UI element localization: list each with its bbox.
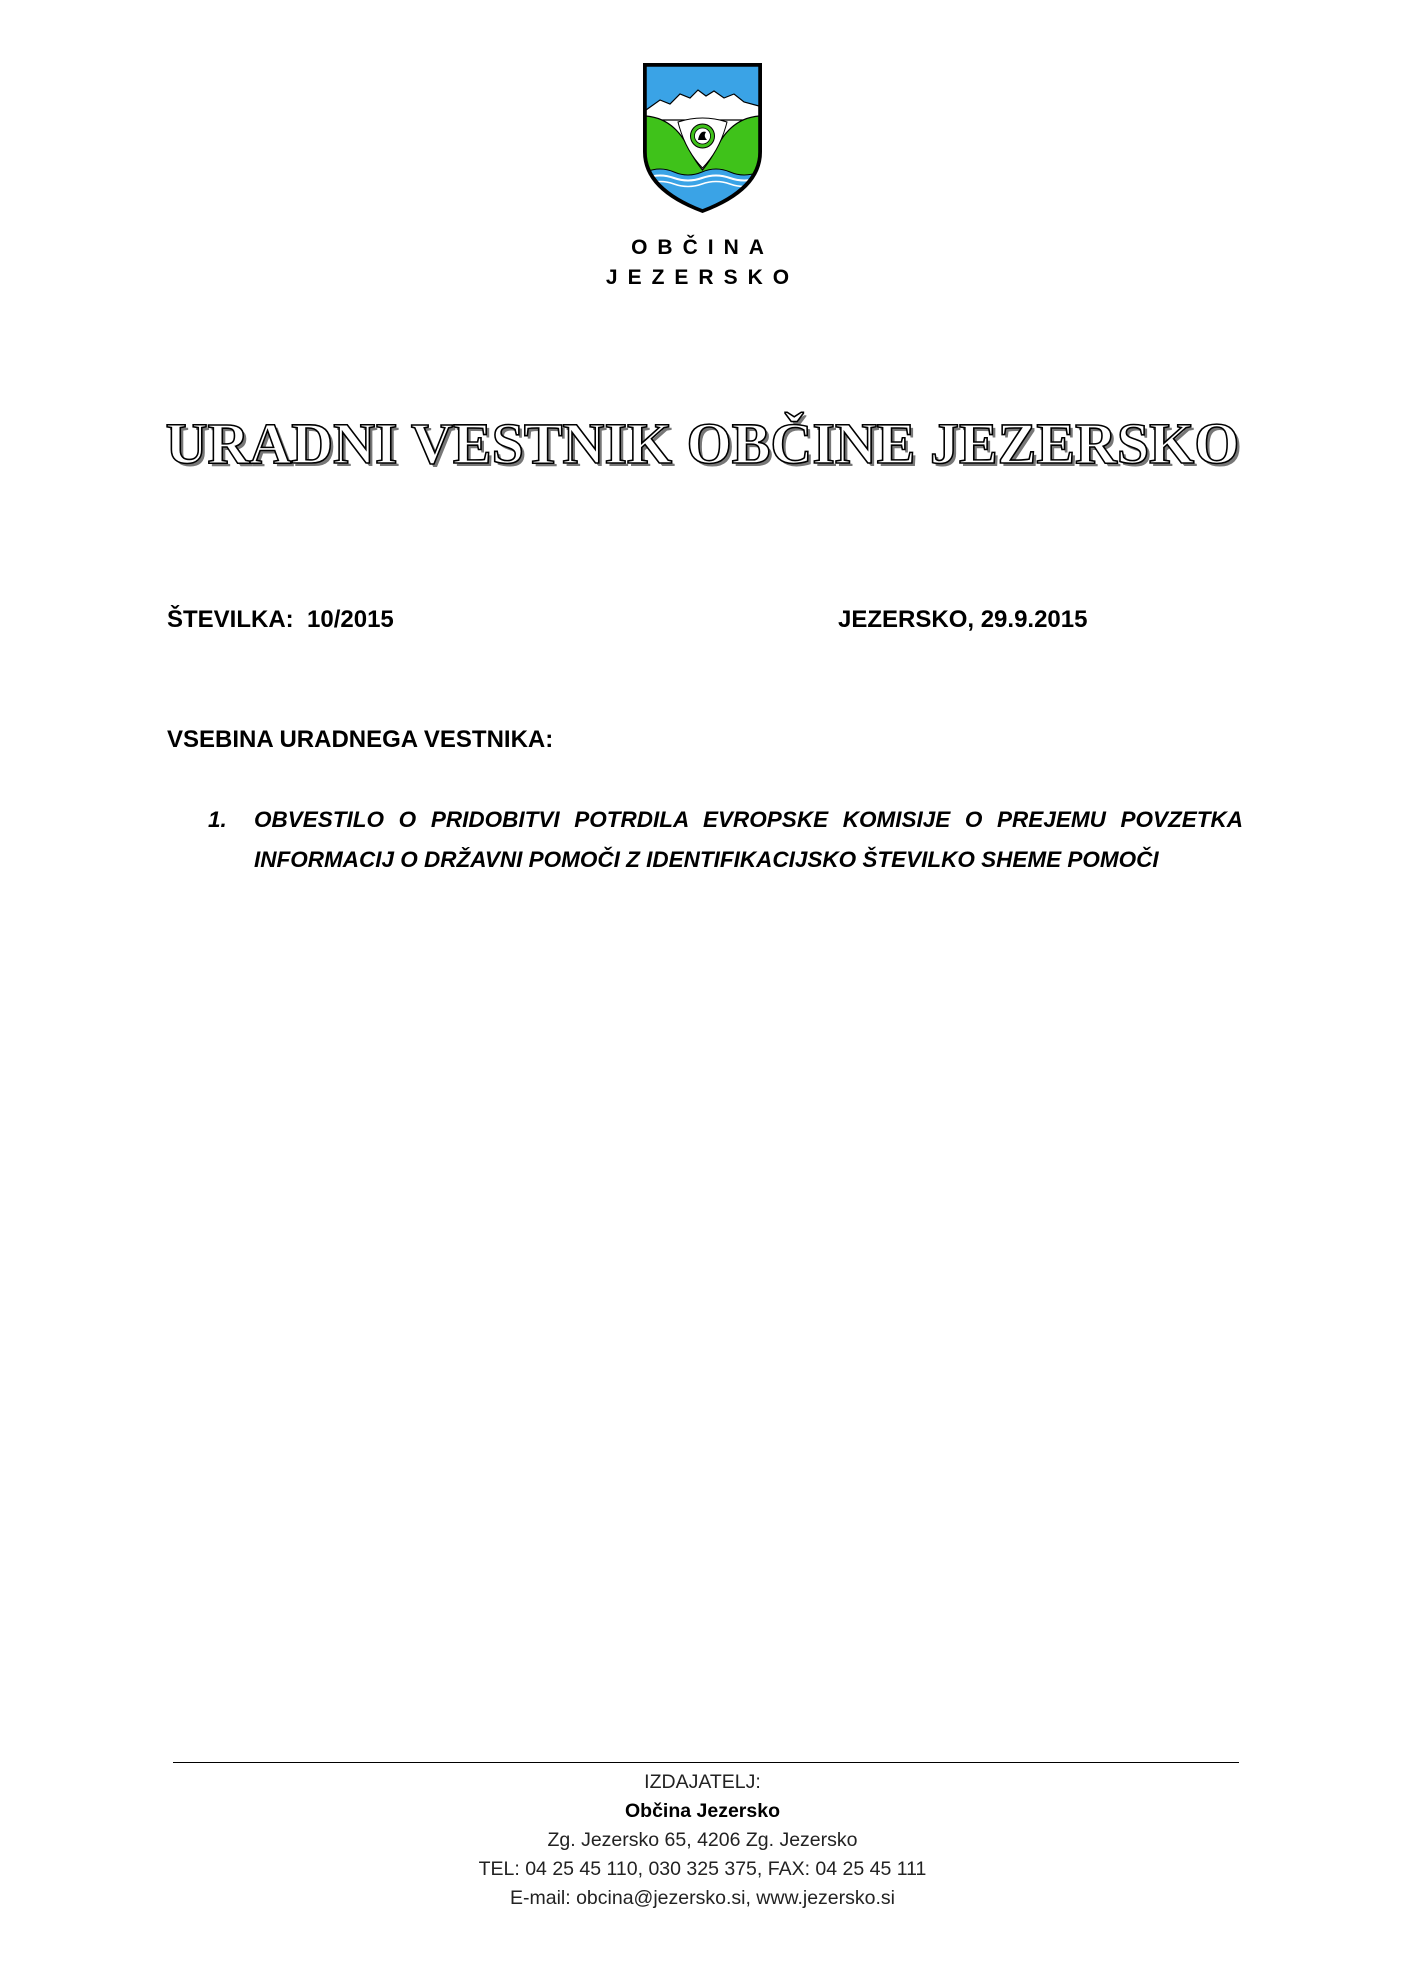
place-date: JEZERSKO, 29.9.2015 [838, 606, 1088, 633]
footer [300, 1768, 1105, 1913]
municipality-name-line2: JEZERSKO [605, 266, 800, 289]
municipality-name-line1: OBČINA [631, 236, 774, 259]
publisher-email-web: E-mail: obcina@jezersko.si, www.jezersko.si [510, 1887, 895, 1909]
contents-heading: VSEBINA URADNEGA VESTNIKA: [167, 726, 554, 753]
municipal-coat-of-arms-icon [640, 60, 765, 215]
list-item-text: OBVESTILO O PRIDOBITVI POTRDILA EVROPSKE KOMISIJE O PREJEMU POVZETKA INFORMACIJ O DRŽAVNI POMOČI Z IDENTIFIKACIJSKO ŠTEVILKO SHEME POMOČI [254, 807, 1243, 872]
publisher-name: Občina Jezersko [625, 1800, 780, 1822]
list-item-number: 1. [208, 807, 227, 832]
issue-number: ŠTEVILKA: 10/2015 [167, 606, 394, 633]
contents-list [208, 800, 1243, 880]
list-item [208, 800, 1243, 880]
publisher-address: Zg. Jezersko 65, 4206 Zg. Jezersko [547, 1829, 858, 1851]
document-title: URADNI VESTNIK OBČINE JEZERSKO [165, 411, 1240, 476]
publisher-phones: TEL: 04 25 45 110, 030 325 375, FAX: 04 25 45 111 [478, 1858, 927, 1880]
footer-divider [173, 1762, 1239, 1763]
publisher-label: IZDAJATELJ: [644, 1771, 761, 1793]
